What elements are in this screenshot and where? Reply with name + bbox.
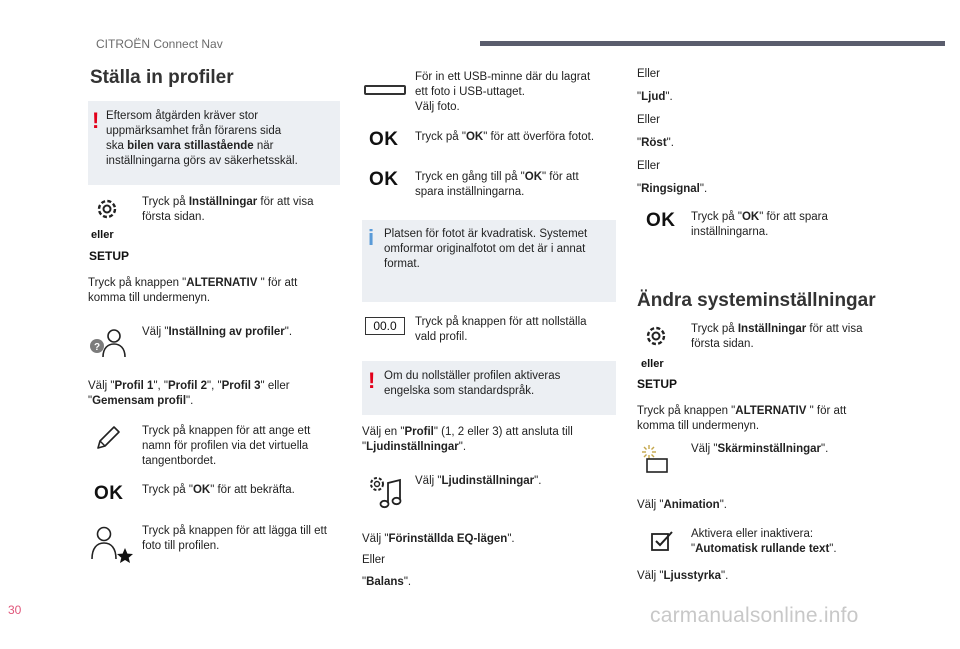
text-line: Platsen för fotot är kvadratisk. Systemet	[384, 228, 588, 240]
profile-star-icon	[88, 526, 134, 562]
usb-icon	[364, 85, 406, 95]
text-line: Tryck på "OK" för att bekräfta.	[142, 484, 295, 496]
text-line: engelska som standardspråk.	[384, 385, 535, 397]
text-line: tangentbordet.	[142, 455, 217, 467]
text-line: omformar originalfotot om det är i annat	[384, 243, 586, 255]
text-line: vald profil.	[415, 331, 468, 343]
pencil-icon	[95, 425, 121, 451]
warning-reset-text	[384, 369, 560, 399]
text-line: Välj foto.	[415, 101, 460, 113]
text-line: Eller	[362, 554, 386, 566]
text-line: Välj en "Profil" (1, 2 eller 3) att ansluta till	[362, 426, 573, 438]
text-line: Välj "Förinställda EQ-lägen".	[362, 533, 515, 545]
text-line: "Ljud".	[637, 91, 673, 103]
text-line: Tryck på "OK" för att spara	[691, 211, 828, 223]
alternativ-text	[88, 276, 297, 306]
choose-display-settings-text	[691, 442, 828, 457]
text-line: spara inställningarna.	[415, 186, 525, 198]
text-line: inställningarna.	[691, 226, 769, 238]
eq-modes-text	[362, 532, 515, 547]
text-line: Välj "Animation".	[637, 499, 727, 511]
header-title: CITROËN Connect Nav	[96, 37, 223, 51]
step-confirm-text	[142, 483, 295, 498]
page-number: 30	[8, 603, 22, 617]
eller-text	[362, 553, 385, 568]
warning-box	[88, 101, 340, 185]
balans-text	[362, 575, 411, 590]
profile-question-icon	[88, 328, 128, 358]
save-settings-text	[415, 170, 579, 200]
checkbox-icon	[650, 529, 674, 553]
text-line: uppmärksamhet från förarens sida	[106, 125, 282, 137]
text-line: Välj "Ljusstyrka".	[637, 570, 729, 582]
text-line: Om du nollställer profilen aktiveras	[384, 370, 561, 382]
text-line: första sidan.	[142, 211, 205, 223]
text-line: Aktivera eller inaktivera:	[691, 528, 814, 540]
choose-profile-text	[88, 379, 290, 409]
header-bar	[480, 41, 945, 46]
insert-usb-text	[415, 70, 590, 115]
section-heading-profiles: Ställa in profiler	[90, 67, 234, 88]
ok-icon: OK	[369, 169, 399, 190]
choose-profile-audio-text	[362, 425, 573, 455]
text-line: Tryck på "OK" för att överföra fotot.	[415, 131, 595, 143]
ok-icon: OK	[646, 210, 676, 231]
text-line: "Ljudinställningar".	[362, 441, 467, 453]
alternativ-text	[637, 404, 846, 434]
step-photo-text	[142, 524, 327, 554]
warning-box-reset	[362, 361, 616, 415]
reset-button-icon: 00.0	[365, 317, 405, 335]
text-line: Tryck på knappen för att ange ett	[142, 425, 311, 437]
gear-icon	[643, 323, 669, 349]
text-line: Tryck på Inställningar för att visa	[691, 323, 863, 335]
transfer-photo-text	[415, 130, 594, 145]
watermark: carmanualsonline.info	[650, 604, 859, 627]
animation-text	[637, 498, 727, 513]
info-icon: i	[368, 225, 375, 250]
info-text	[384, 227, 587, 272]
auto-scroll-text	[691, 527, 837, 557]
text-line: Välj "Inställning av profiler".	[142, 326, 293, 338]
text-line: namn för profilen via det virtuella	[142, 440, 309, 452]
text-line: Tryck en gång till på "OK" för att	[415, 171, 579, 183]
step-name-text	[142, 424, 310, 469]
text-line: "Automatisk rullande text".	[691, 543, 837, 555]
text-line: format.	[384, 258, 420, 270]
text-line: inställningarna görs av säkerhetsskäl.	[106, 155, 298, 167]
brightness-icon	[640, 443, 670, 473]
text-line: Välj "Profil 1", "Profil 2", "Profil 3" eller	[88, 380, 290, 392]
text-line: komma till undermenyn.	[88, 292, 211, 304]
brightness-text	[637, 569, 728, 584]
save-settings-text	[691, 210, 828, 240]
text-line: Välj "Ljudinställningar".	[415, 475, 542, 487]
eller-label: eller	[641, 358, 664, 370]
text-line: ett foto i USB-uttaget.	[415, 86, 525, 98]
text-line: "Ringsignal".	[637, 183, 708, 195]
info-box	[362, 220, 616, 302]
setup-label: SETUP	[637, 377, 678, 391]
step-profile-settings-text	[142, 325, 292, 340]
text-line: Tryck på knappen "ALTERNATIV " för att	[637, 405, 847, 417]
text-line: första sidan.	[691, 338, 754, 350]
text-line: Eller	[637, 68, 661, 80]
ok-icon: OK	[369, 129, 399, 150]
text-line: ska bilen vara stillastående när	[106, 140, 274, 152]
sound-options-list	[637, 67, 707, 205]
warning-icon: !	[92, 108, 100, 133]
text-line: foto till profilen.	[142, 540, 220, 552]
text-line: Tryck på knappen för att lägga till ett	[142, 525, 327, 537]
ok-icon: OK	[94, 483, 124, 504]
reset-profile-text	[415, 315, 587, 345]
text-line: För in ett USB-minne där du lagrat	[415, 71, 591, 83]
step-settings-text	[691, 322, 862, 352]
choose-audio-settings-text	[415, 474, 541, 489]
gear-icon	[94, 196, 120, 222]
text-line: "Röst".	[637, 137, 674, 149]
warning-icon: !	[368, 368, 376, 393]
text-line: Eller	[637, 114, 661, 126]
eller-label: eller	[91, 229, 114, 241]
text-line: komma till undermenyn.	[637, 420, 760, 432]
text-line: Tryck på knappen för att nollställa	[415, 316, 587, 328]
section-heading-system: Ändra systeminställningar	[637, 290, 876, 311]
warning-text	[106, 109, 298, 169]
setup-label: SETUP	[89, 249, 130, 263]
text-line: "Gemensam profil".	[88, 395, 194, 407]
text-line: Tryck på knappen "ALTERNATIV " för att	[88, 277, 298, 289]
step-settings-text	[142, 195, 313, 225]
svg-text:?: ?	[93, 342, 101, 353]
text-line: Tryck på Inställningar för att visa	[142, 196, 314, 208]
text-line: Eftersom åtgärden kräver stor	[106, 110, 259, 122]
text-line: Eller	[637, 160, 661, 172]
text-line: "Balans".	[362, 576, 412, 588]
music-gear-icon	[368, 475, 404, 511]
text-line: Välj "Skärminställningar".	[691, 443, 829, 455]
